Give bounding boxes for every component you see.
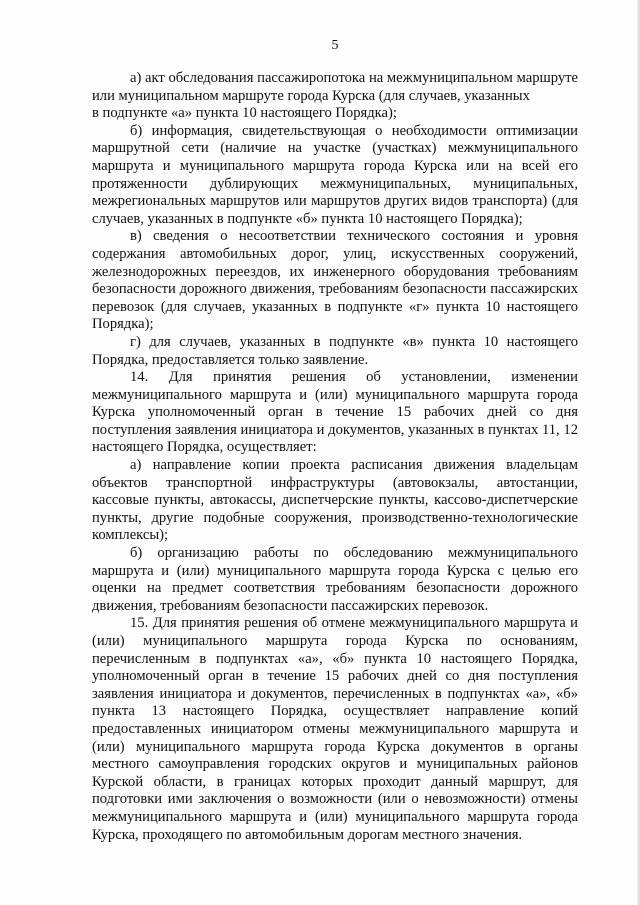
paragraph-item-a-akt: а) акт обследования пассажиропотока на межмуниципальном маршруте или муниципальном маршруте города Курска (для случаев, указанных [92, 70, 578, 104]
paragraph-section-14: 14. Для принятия решения об установлении, изменении межмуниципального маршрута и (или) муниципального маршрута города Курска уполномоченный орган в течение 15 рабочих дней со дня поступления заявления инициатора и документов, указанных в пунктах 11, 12 настоящего Порядка, осуществляет: [92, 369, 578, 456]
paragraph-item-b-organizatsiya: б) организацию работы по обследованию межмуниципального маршрута и (или) муниципального маршрута города Курска с целью его оценки на предмет соответствия требованиям безопасности дорожного движения, требованиям безопасности пассажирских перевозок. [92, 545, 578, 614]
paragraph-item-b-informatsiya: б) информация, свидетельствующая о необходимости оптимизации маршрутной сети (наличие на участке (участках) межмуниципального маршрута и муниципального маршрута города Курска или на всей его протяженности дублирующих межмуниципальных, муниципальных, межрегиональных маршрутов или маршрутов других видов транспорта) (для случаев, указанных в подпункте «б» пункта 10 настоящего Порядка); [92, 122, 578, 227]
paragraph-item-a-napravlenie: а) направление копии проекта расписания движения владельцам объектов транспортной инфраструктуры (автовокзалы, автостанции, кассовые пункты, автокассы, диспетчерские пункты, кассово-диспетчерские пункты, другие подобные сооружения, производственно-технологические комплексы); [92, 457, 578, 544]
body-text [92, 70, 578, 844]
paragraph-item-g: г) для случаев, указанных в подпункте «в» пункта 10 настоящего Порядка, предоставляется только заявление. [92, 333, 578, 368]
paragraph-item-v-svedeniya: в) сведения о несоответствии технического состояния и уровня содержания автомобильных дорог, улиц, искусственных сооружений, железнодорожных переездов, их инженерного оборудования требованиям безопасности дорожного движения, требованиям безопасности пассажирских перевозок (для случаев, указанных в подпункте «г» пункта 10 настоящего Порядка); [92, 228, 578, 333]
page-number: 5 [331, 38, 339, 53]
paragraph-section-15: 15. Для принятия решения об отмене межмуниципального маршрута и (или) муниципального маршрута города Курска по основаниям, перечисленным в подпунктах «а», «б» пункта 10 настоящего Порядка, уполномоченный орган в течение 15 рабочих дней со дня поступления заявления инициатора и документов, перечисленных в подпунктах «а», «б» пункта 13 настоящего Порядка, осуществляет направление копий предоставленных инициатором отмены межмуниципального маршрута и (или) муниципального маршрута города Курска документов в органы местного самоуправления городских округов и муниципальных районов Курской области, в границах которых проходит данный маршрут, для подготовки ими заключения о возможности (или о невозможности) отмены межмуниципального маршрута и (или) муниципального маршрута города Курска, проходящего по автомобильным дорогам местного значения. [92, 615, 578, 843]
paragraph-continuation: в подпункте «а» пункта 10 настоящего Порядка); [92, 105, 397, 122]
